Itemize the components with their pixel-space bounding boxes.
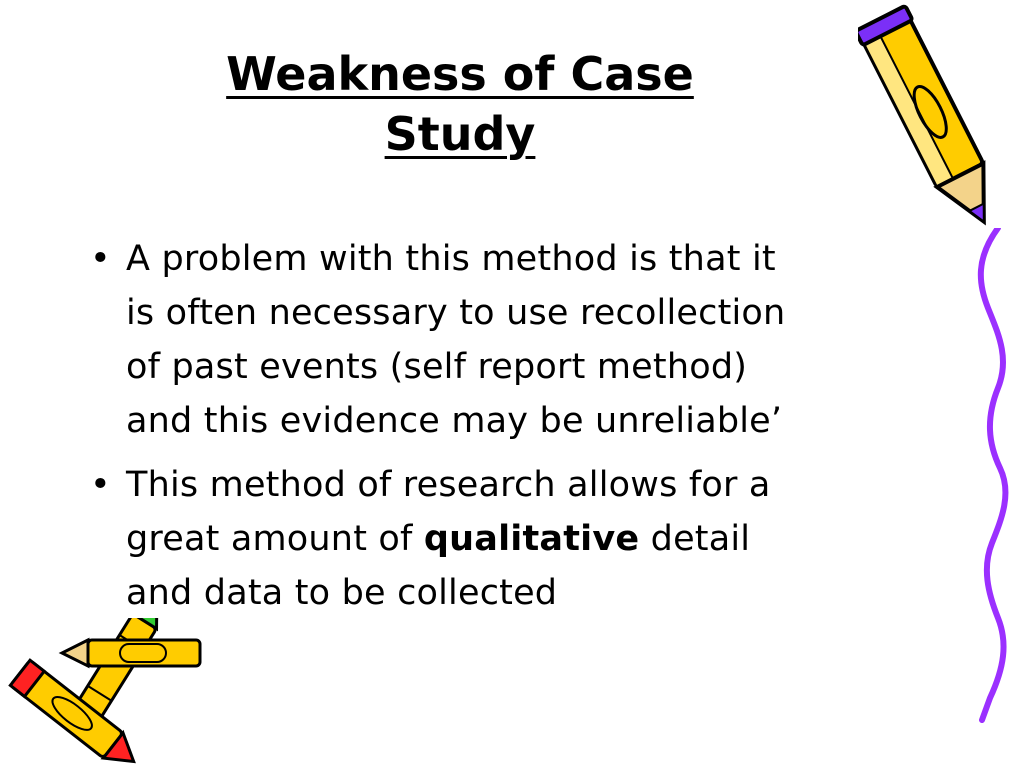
pencil-icon	[858, 2, 1008, 247]
bullet-2-line-1: This method of research allows for a	[126, 465, 771, 505]
bullet-2-text-before: great amount of	[126, 519, 424, 559]
qualitative-emphasis: qualitative	[423, 519, 640, 559]
title-line-1: Weakness of Case	[226, 47, 694, 101]
bullet-2-text-after: detail	[639, 519, 751, 559]
bullet-2-line-2	[126, 512, 944, 566]
bullet-item-1	[84, 232, 944, 448]
bullet-1-line-1: A problem with this method is that it	[126, 239, 776, 279]
slide-title	[150, 44, 770, 164]
bullet-list	[84, 232, 944, 630]
title-line-2: Study	[384, 107, 536, 161]
squiggle-line	[968, 228, 1018, 723]
bullet-item-2	[84, 458, 944, 620]
bullet-dot: •	[90, 465, 111, 505]
crayons-icon	[0, 618, 210, 768]
bullet-2-line-3: and data to be collected	[126, 573, 558, 613]
bullet-1-line-3: of past events (self report method)	[126, 347, 748, 387]
bullet-1-line-2: is often necessary to use recollection	[126, 293, 786, 333]
bullet-1-line-4: and this evidence may be unreliable’	[126, 401, 783, 441]
bullet-dot: •	[90, 239, 111, 279]
